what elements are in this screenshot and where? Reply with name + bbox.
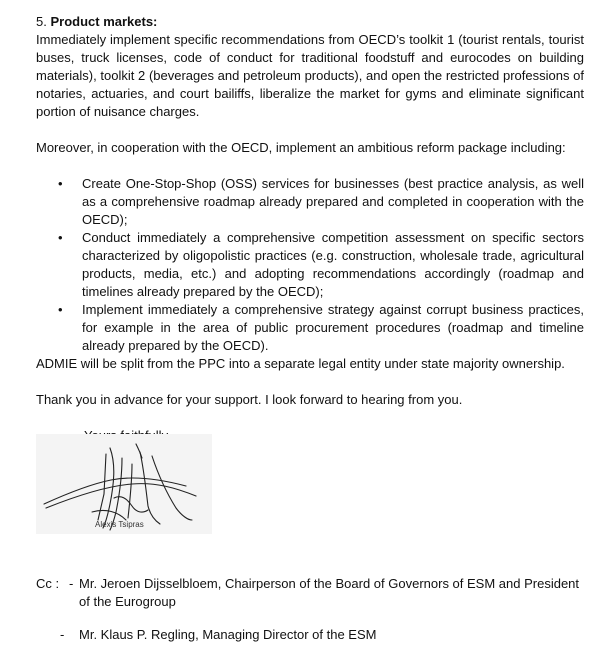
cc-recipient-1: Mr. Jeroen Dijsselbloem, Chairperson of the Board of Governors of ESM and President of the Eurogroup xyxy=(79,576,580,609)
reform-bullet-list xyxy=(36,175,584,355)
bullet-text: Implement immediately a comprehensive strategy against corrupt business practices, for example in the area of public procurement procedures (roadmap and timeline already prepared by the OECD). xyxy=(82,302,584,353)
bullet-text: Create One-Stop-Shop (OSS) services for businesses (best practice analysis, as well as a comprehensive roadmap already prepared and completed in cooperation with the OECD); xyxy=(82,176,584,227)
signature-name: Alexis Tsipras xyxy=(95,520,144,529)
section-number: 5. xyxy=(36,14,47,29)
bullet-text: Conduct immediately a comprehensive competition assessment on specific sectors characterized by oligopolistic practices (e.g. construction, wholesale trade, agricultural products, media, etc.) and adopting recommendations accordingly (roadmap and timelines already prepared by the OECD); xyxy=(82,230,584,299)
cc-dash: - xyxy=(60,627,65,642)
list-item xyxy=(36,301,584,355)
cc-label: Cc : xyxy=(36,576,60,591)
intro-paragraph: Immediately implement specific recommendations from OECD’s toolkit 1 (tourist rentals, tourist buses, truck licenses, code of conduct for traditional foodstuff and eurocodes on building materials), toolkit 2 (beverages and petroleum products), and open the restricted professions of notaries, actuaries, and court bailiffs, liberalize the market for gyms and eliminate significant portion of nuisance charges. xyxy=(36,32,584,119)
section-heading xyxy=(36,13,157,31)
bullet-marker: • xyxy=(58,230,63,245)
cc-recipient-2: Mr. Klaus P. Regling, Managing Director of the ESM xyxy=(79,627,377,642)
list-item xyxy=(36,175,584,229)
section-title: Product markets: xyxy=(50,14,158,29)
thanks-paragraph: Thank you in advance for your support. I look forward to hearing from you. xyxy=(36,392,463,407)
signature-image xyxy=(36,434,212,534)
list-item xyxy=(36,229,584,301)
reform-package-paragraph: Moreover, in cooperation with the OECD, implement an ambitious reform package including: xyxy=(36,140,566,155)
bullet-marker: • xyxy=(58,302,63,317)
cc-dash: - xyxy=(69,576,74,591)
admie-paragraph: ADMIE will be split from the PPC into a separate legal entity under state majority ownership. xyxy=(36,356,565,371)
bullet-marker: • xyxy=(58,176,63,191)
